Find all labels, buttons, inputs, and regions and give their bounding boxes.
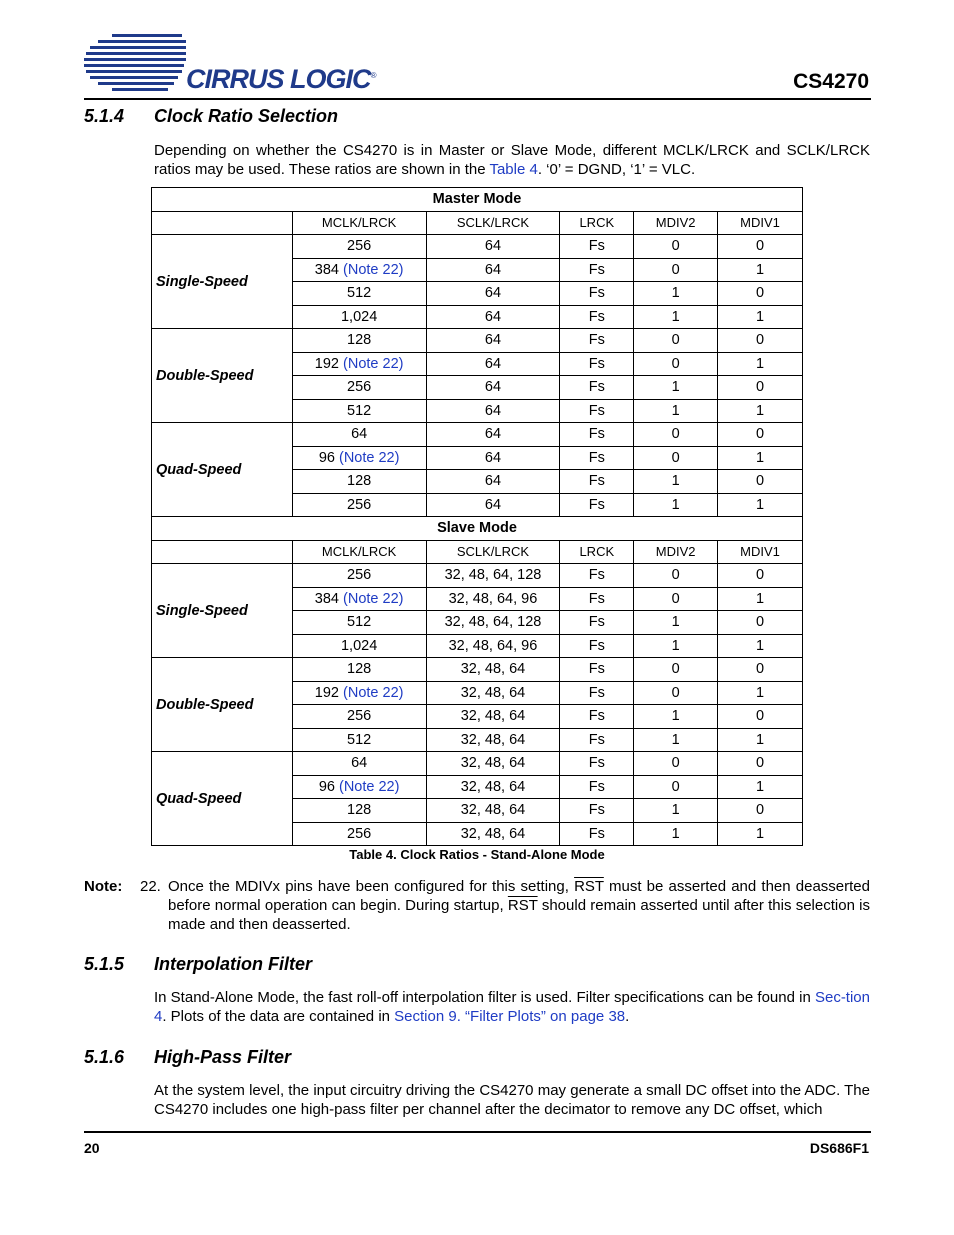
mdiv1-cell: 1 [718,352,803,376]
sclk-cell: 32, 48, 64 [426,752,560,776]
mclk-cell [292,728,426,752]
mclk-cell [292,681,426,705]
mclk-value: 192 [314,684,339,701]
header-divider [84,98,871,100]
sclk-cell: 32, 48, 64, 96 [426,587,560,611]
mdiv1-cell: 0 [718,470,803,494]
mdiv2-cell: 1 [634,705,718,729]
filter-plots-link[interactable]: Section 9. “Filter Plots” on page 38 [394,1008,626,1025]
mclk-value: 64 [351,426,368,443]
note-label: Note: [84,878,123,895]
column-header: SCLK/LRCK [426,540,560,564]
column-header: MCLK/LRCK [292,540,426,564]
mdiv1-cell: 1 [718,399,803,423]
lrck-cell: Fs [560,376,634,400]
mdiv2-cell: 0 [634,446,718,470]
lrck-cell: Fs [560,822,634,846]
mdiv1-cell: 0 [718,705,803,729]
speed-label: Quad-Speed [152,752,293,846]
sclk-cell: 64 [426,376,560,400]
sclk-cell: 64 [426,329,560,353]
speed-label: Double-Speed [152,329,293,423]
mdiv1-cell: 0 [718,282,803,306]
lrck-cell: Fs [560,352,634,376]
mdiv2-cell: 1 [634,376,718,400]
mdiv1-cell: 0 [718,235,803,259]
sclk-cell: 64 [426,258,560,282]
mdiv1-cell: 0 [718,329,803,353]
mclk-cell [292,705,426,729]
mdiv2-cell: 1 [634,399,718,423]
lrck-cell: Fs [560,587,634,611]
master-mode-title-row [152,188,803,212]
mclk-cell [292,329,426,353]
sclk-cell: 32, 48, 64 [426,658,560,682]
mdiv2-cell: 1 [634,634,718,658]
mdiv2-cell: 0 [634,752,718,776]
mclk-value: 512 [347,614,372,631]
mclk-cell [292,634,426,658]
column-header: SCLK/LRCK [426,211,560,235]
lrck-cell: Fs [560,775,634,799]
mdiv1-cell: 0 [718,752,803,776]
mdiv1-cell: 0 [718,799,803,823]
mclk-value: 96 [318,449,335,466]
mdiv2-cell: 1 [634,305,718,329]
lrck-cell: Fs [560,493,634,517]
mclk-value: 128 [347,332,372,349]
note-22-link[interactable]: (Note 22) [343,684,404,701]
mclk-value: 1,024 [340,637,378,654]
mclk-cell [292,822,426,846]
mdiv1-cell: 1 [718,775,803,799]
mdiv2-cell: 0 [634,775,718,799]
sclk-cell: 32, 48, 64 [426,822,560,846]
sclk-cell: 32, 48, 64 [426,705,560,729]
mclk-cell [292,446,426,470]
lrck-cell: Fs [560,634,634,658]
lrck-cell: Fs [560,446,634,470]
mdiv1-cell: 0 [718,658,803,682]
column-header: MDIV2 [634,211,718,235]
lrck-cell: Fs [560,423,634,447]
column-header-empty [152,211,293,235]
master-mode-title: Master Mode [152,188,803,212]
mdiv2-cell: 0 [634,681,718,705]
mdiv1-cell: 1 [718,305,803,329]
mclk-cell [292,235,426,259]
column-header-empty [152,540,293,564]
mclk-value: 384 [314,590,339,607]
mclk-cell [292,564,426,588]
lrck-cell: Fs [560,611,634,635]
column-header: LRCK [560,211,634,235]
mclk-value: 256 [347,567,372,584]
sclk-cell: 32, 48, 64 [426,775,560,799]
mdiv2-cell: 1 [634,493,718,517]
mdiv1-cell: 1 [718,634,803,658]
mclk-value: 256 [347,238,372,255]
note-22-link[interactable]: (Note 22) [339,449,400,466]
mclk-value: 256 [347,496,372,513]
document-title: CS4270 [793,70,869,93]
lrck-cell: Fs [560,282,634,306]
mdiv2-cell: 1 [634,282,718,306]
section-heading-5-1-6: 5.1.6 High-Pass Filter [84,1047,292,1067]
lrck-cell: Fs [560,799,634,823]
mdiv1-cell: 0 [718,423,803,447]
mclk-cell [292,258,426,282]
mdiv2-cell: 1 [634,822,718,846]
sclk-cell: 32, 48, 64, 128 [426,611,560,635]
mclk-cell [292,611,426,635]
table-row [152,329,803,353]
column-header: LRCK [560,540,634,564]
mdiv2-cell: 0 [634,423,718,447]
table-row [152,564,803,588]
mdiv2-cell: 0 [634,587,718,611]
section-4-link[interactable]: Sec-tion 4 [154,989,870,1025]
mclk-value: 128 [347,473,372,490]
mdiv1-cell: 1 [718,587,803,611]
section-heading-5-1-4: 5.1.4 Clock Ratio Selection [84,106,339,126]
mclk-cell [292,658,426,682]
mclk-cell [292,282,426,306]
table-row [152,423,803,447]
sclk-cell: 64 [426,423,560,447]
sclk-cell: 64 [426,399,560,423]
sclk-cell: 32, 48, 64, 96 [426,634,560,658]
mdiv1-cell: 1 [718,822,803,846]
mclk-cell [292,470,426,494]
column-header: MDIV1 [718,211,803,235]
sclk-cell: 64 [426,235,560,259]
sclk-cell: 64 [426,282,560,306]
mclk-value: 512 [347,285,372,302]
master-column-header-row [152,211,803,235]
mdiv2-cell: 0 [634,564,718,588]
lrck-cell: Fs [560,305,634,329]
speed-label: Quad-Speed [152,423,293,517]
table-4-link[interactable]: Table 4 [489,161,538,178]
mclk-value: 512 [347,731,372,748]
sclk-cell: 32, 48, 64 [426,799,560,823]
mclk-value: 128 [347,802,372,819]
mclk-cell [292,399,426,423]
lrck-cell: Fs [560,329,634,353]
mclk-value: 64 [351,755,368,772]
mdiv1-cell: 1 [718,446,803,470]
lrck-cell: Fs [560,399,634,423]
mdiv1-cell: 1 [718,493,803,517]
sclk-cell: 64 [426,305,560,329]
mclk-value: 512 [347,402,372,419]
note-22-link[interactable]: (Note 22) [343,355,404,372]
mclk-value: 256 [347,379,372,396]
mclk-cell [292,305,426,329]
mclk-cell [292,493,426,517]
mclk-value: 1,024 [340,308,378,325]
mdiv2-cell: 1 [634,611,718,635]
section-heading-5-1-5: 5.1.5 Interpolation Filter [84,954,313,974]
mdiv2-cell: 1 [634,728,718,752]
lrck-cell: Fs [560,470,634,494]
mclk-value: 96 [318,778,335,795]
mclk-cell [292,799,426,823]
sclk-cell: 64 [426,446,560,470]
mdiv2-cell: 0 [634,235,718,259]
mclk-cell [292,752,426,776]
note-text: Once the MDIVx pins have been configured for this setting, $\overline{RST}$ must be asserted and then deasserted before normal operation can begin. During startup, $\overline{RST}$ should remain asserted until after this selection is made and then deasserted. [168,878,870,933]
page-number: 20 [84,1140,100,1156]
table-row [152,235,803,259]
mclk-cell [292,376,426,400]
mdiv1-cell: 1 [718,681,803,705]
mclk-cell [292,352,426,376]
note-22-link[interactable]: (Note 22) [343,590,404,607]
slave-mode-title-row [152,517,803,541]
logo-wordmark: CIRRUS LOGIC® [186,64,376,94]
lrck-cell: Fs [560,728,634,752]
mclk-value: 384 [314,261,339,278]
slave-mode-title: Slave Mode [152,517,803,541]
speed-label: Single-Speed [152,564,293,658]
sclk-cell: 64 [426,493,560,517]
mdiv1-cell: 0 [718,611,803,635]
note-number: 22. [140,878,161,895]
table-row [152,752,803,776]
mclk-cell [292,587,426,611]
mdiv2-cell: 1 [634,799,718,823]
mdiv2-cell: 0 [634,658,718,682]
section-5-1-5-paragraph: In Stand-Alone Mode, the fast roll-off interpolation filter is used. Filter specifications can be found in Sec-tion 4. Plots of the data are contained in Section 9. “Filter Plots” on page 38. [154,989,870,1025]
lrck-cell: Fs [560,658,634,682]
mdiv1-cell: 0 [718,564,803,588]
sclk-cell: 64 [426,470,560,494]
mdiv1-cell: 1 [718,728,803,752]
column-header: MCLK/LRCK [292,211,426,235]
lrck-cell: Fs [560,681,634,705]
column-header: MDIV1 [718,540,803,564]
mclk-value: 192 [314,355,339,372]
mdiv1-cell: 1 [718,258,803,282]
mclk-value: 256 [347,825,372,842]
mdiv2-cell: 0 [634,258,718,282]
column-header: MDIV2 [634,540,718,564]
mclk-value: 128 [347,661,372,678]
note-22-link[interactable]: (Note 22) [343,261,404,278]
clock-ratio-table [151,187,803,846]
note-22-link[interactable]: (Note 22) [339,778,400,795]
speed-label: Double-Speed [152,658,293,752]
sclk-cell: 32, 48, 64 [426,681,560,705]
table-caption: Table 4. Clock Ratios - Stand-Alone Mode [349,847,605,862]
mclk-value: 256 [347,708,372,725]
document-id: DS686F1 [809,1140,869,1156]
lrck-cell: Fs [560,564,634,588]
section-5-1-6-paragraph: At the system level, the input circuitry driving the CS4270 may generate a small DC offset into the ADC. The CS4270 includes one high-pass filter per channel after the decimator to remove any DC offset, which [154,1082,870,1118]
mdiv2-cell: 0 [634,352,718,376]
speed-label: Single-Speed [152,235,293,329]
slave-column-header-row [152,540,803,564]
mdiv2-cell: 0 [634,329,718,353]
sclk-cell: 32, 48, 64 [426,728,560,752]
sclk-cell: 64 [426,352,560,376]
mdiv1-cell: 0 [718,376,803,400]
mclk-cell [292,423,426,447]
table-row [152,658,803,682]
lrck-cell: Fs [560,258,634,282]
lrck-cell: Fs [560,752,634,776]
sclk-cell: 32, 48, 64, 128 [426,564,560,588]
mclk-cell [292,775,426,799]
lrck-cell: Fs [560,705,634,729]
section-5-1-4-paragraph: Depending on whether the CS4270 is in Master or Slave Mode, different MCLK/LRCK and SCLK/LRCK ratios may be used. These ratios are shown in the Table 4. ‘0’ = DGND, ‘1’ = VLC. [154,142,870,178]
mdiv2-cell: 1 [634,470,718,494]
lrck-cell: Fs [560,235,634,259]
footer-divider [84,1131,871,1133]
